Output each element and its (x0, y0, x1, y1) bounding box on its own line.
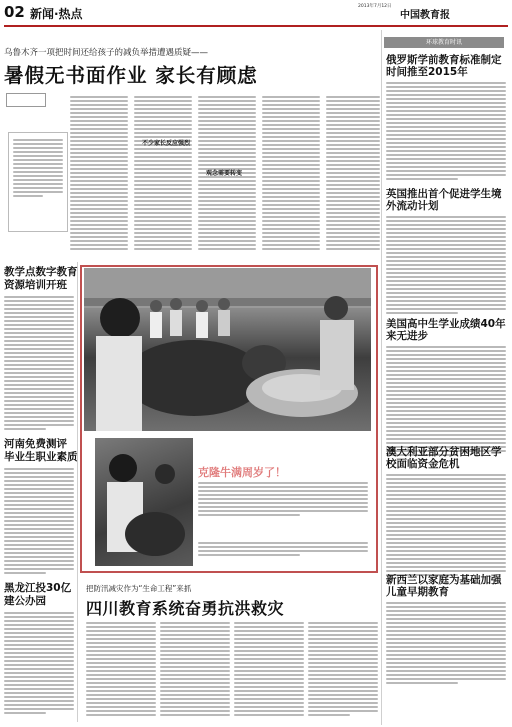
lead-title: 暑假无书面作业 家长有顾虑 (4, 64, 258, 87)
section-name: 新闻·热点 (30, 7, 83, 21)
newspaper-logo: 中国教育报 (400, 10, 450, 21)
left-headline-2-line-1: 河南免费测评 (4, 438, 67, 450)
right-section-label: 环球教育时讯 (384, 37, 504, 48)
header-rule (4, 25, 508, 27)
left-column-divider (77, 262, 78, 722)
right-body-2 (386, 216, 506, 316)
bottom-body-col-1 (86, 622, 156, 718)
left-body-3 (4, 612, 74, 716)
issue-date: 2013年7月12日 (358, 4, 392, 9)
photo-credit-lines (198, 542, 368, 558)
left-headline-2-line-2: 毕业生职业素质 (4, 451, 78, 463)
right-headline-5: 新西兰以家庭为基础加强儿童早期教育 (386, 574, 502, 598)
bottom-body-col-2 (160, 622, 230, 718)
photo-illustration (84, 268, 371, 431)
pull-quote-box (8, 132, 68, 232)
photo-caption-body (198, 482, 368, 518)
bottom-body-col-3 (234, 622, 304, 718)
inset-photo (94, 437, 194, 567)
left-headline-1-line-1: 教学点数字教育 (4, 266, 78, 278)
lead-body-col-5 (326, 96, 380, 252)
right-body-3 (386, 346, 506, 458)
main-photo (84, 268, 371, 431)
right-body-4 (386, 474, 506, 578)
photo-caption-title: 克隆牛满周岁了！ (198, 466, 286, 479)
inset-illustration (95, 438, 193, 566)
lead-body-col-1 (70, 96, 128, 252)
left-headline-3-line-2: 建公办园 (4, 595, 46, 607)
right-headline-1: 俄罗斯学前教育标准制定时间推至2015年 (386, 54, 502, 78)
column-logo (6, 93, 46, 107)
left-body-1 (4, 296, 74, 432)
bottom-title: 四川教育系统奋勇抗洪救灾 (86, 599, 285, 618)
lead-body-col-2 (134, 96, 192, 252)
section-number: 02 (4, 3, 25, 21)
lead-body-col-4 (262, 96, 320, 252)
right-body-5 (386, 602, 506, 686)
right-headline-2: 英国推出首个促进学生境外流动计划 (386, 188, 502, 212)
page-header (0, 0, 512, 26)
bottom-body-col-4 (308, 622, 378, 718)
bottom-subtitle: 把防汛减灾作为“生命工程”来抓 (86, 584, 192, 593)
lead-subhead-2: 观念需要转变 (206, 170, 243, 177)
left-headline-1-line-2: 资源培训开班 (4, 279, 67, 291)
lead-subtitle: 乌鲁木齐一项把时间还给孩子的减负举措遭遇质疑—— (4, 48, 209, 58)
right-body-1 (386, 82, 506, 182)
left-body-2 (4, 468, 74, 576)
column-divider (381, 30, 382, 725)
left-headline-3-line-1: 黑龙江投30亿 (4, 582, 72, 594)
right-headline-4: 澳大利亚部分贫困地区学校面临资金危机 (386, 446, 502, 470)
right-headline-3: 美国高中生学业成绩40年来无进步 (386, 318, 506, 342)
lead-subhead-1: 不少家长反应强烈 (142, 140, 191, 147)
